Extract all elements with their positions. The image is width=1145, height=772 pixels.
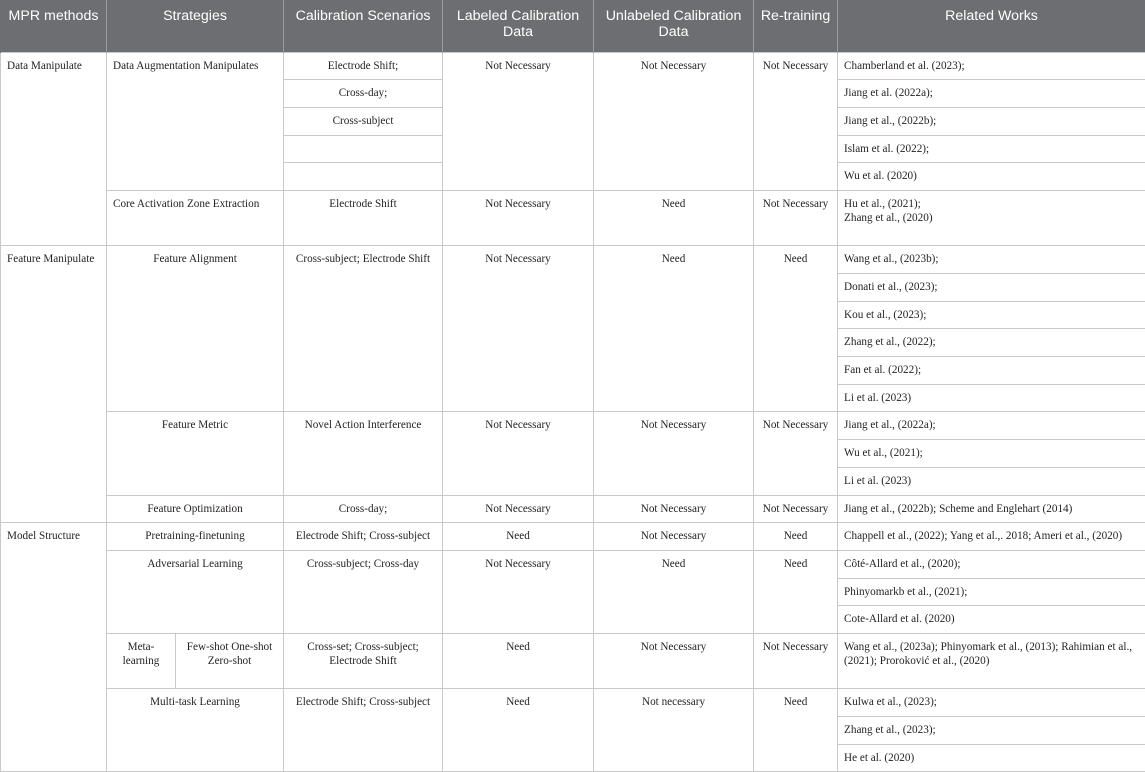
work-cell: Kou et al., (2023); xyxy=(838,301,1145,329)
scenario-cell: Electrode Shift; Cross-subject xyxy=(284,523,443,551)
retraining-cell: Not Necessary xyxy=(754,190,838,245)
unlabeled-cell: Not Necessary xyxy=(594,523,754,551)
labeled-cell: Not Necessary xyxy=(443,190,594,245)
labeled-cell: Not Necessary xyxy=(443,550,594,633)
table-row xyxy=(1,689,1145,717)
work-cell: Fan et al. (2022); xyxy=(838,357,1145,385)
work-cell: Chappell et al., (2022); Yang et al.,. 2018; Ameri et al., (2020) xyxy=(838,523,1145,551)
header-labeled-data: Labeled Calibration Data xyxy=(443,0,594,52)
work-line: Hu et al., (2021); xyxy=(844,197,1139,212)
scenario-cell: Cross-subject xyxy=(284,107,443,135)
header-retraining: Re-training xyxy=(754,0,838,52)
labeled-cell: Not Necessary xyxy=(443,495,594,523)
unlabeled-cell: Not Necessary xyxy=(594,495,754,523)
unlabeled-cell: Not necessary xyxy=(594,689,754,772)
table-row xyxy=(1,190,1145,218)
unlabeled-cell: Need xyxy=(594,246,754,412)
unlabeled-cell: Not Necessary xyxy=(594,633,754,688)
strategy-cell: Adversarial Learning xyxy=(107,550,284,633)
unlabeled-cell: Need xyxy=(594,550,754,633)
strategy-cell: Data Augmentation Manipulates xyxy=(107,52,284,190)
work-cell: Donati et al., (2023); xyxy=(838,274,1145,302)
work-cell: Wang et al., (2023b); xyxy=(838,246,1145,274)
work-cell: He et al. (2020) xyxy=(838,744,1145,772)
scenario-cell: Electrode Shift xyxy=(284,190,443,245)
sub-strategy-cell: Few-shot One-shot Zero-shot xyxy=(176,633,284,688)
header-calibration-scenarios: Calibration Scenarios xyxy=(284,0,443,52)
table-row xyxy=(1,633,1145,661)
work-cell: Jiang et al., (2022a); xyxy=(838,412,1145,440)
labeled-cell: Not Necessary xyxy=(443,52,594,190)
scenario-cell: Cross-set; Cross-subject; Electrode Shift xyxy=(284,633,443,688)
unlabeled-cell: Not Necessary xyxy=(594,412,754,495)
work-cell: Jiang et al., (2022b); Scheme and Englehart (2014) xyxy=(838,495,1145,523)
work-cell: Zhang et al., (2022); xyxy=(838,329,1145,357)
work-cell xyxy=(838,190,1145,245)
work-cell: Wu et al., (2021); xyxy=(838,440,1145,468)
labeled-cell: Not Necessary xyxy=(443,412,594,495)
method-cell: Data Manipulate xyxy=(1,52,107,246)
work-cell: Kulwa et al., (2023); xyxy=(838,689,1145,717)
retraining-cell: Not Necessary xyxy=(754,412,838,495)
strategy-cell: Multi-task Learning xyxy=(107,689,284,772)
work-cell: Wu et al. (2020) xyxy=(838,163,1145,191)
method-cell: Model Structure xyxy=(1,523,107,772)
strategy-cell: Feature Metric xyxy=(107,412,284,495)
method-cell: Feature Manipulate xyxy=(1,246,107,523)
work-cell: Jiang et al., (2022b); xyxy=(838,107,1145,135)
header-strategies: Strategies xyxy=(107,0,284,52)
header-related-works: Related Works xyxy=(838,0,1145,52)
scenario-cell: Cross-subject; Cross-day xyxy=(284,550,443,633)
table-row xyxy=(1,495,1145,523)
work-cell: Li et al. (2023) xyxy=(838,467,1145,495)
work-cell: Jiang et al. (2022a); xyxy=(838,80,1145,108)
retraining-cell: Need xyxy=(754,550,838,633)
header-unlabeled-data: Unlabeled Calibration Data xyxy=(594,0,754,52)
retraining-cell: Not Necessary xyxy=(754,52,838,190)
table-row xyxy=(1,246,1145,274)
table-row xyxy=(1,412,1145,440)
work-cell: Li et al. (2023) xyxy=(838,384,1145,412)
work-line: Zhang et al., (2020) xyxy=(844,211,1139,226)
retraining-cell: Need xyxy=(754,246,838,412)
labeled-cell: Not Necessary xyxy=(443,246,594,412)
labeled-cell: Need xyxy=(443,689,594,772)
work-cell: Phinyomarkb et al., (2021); xyxy=(838,578,1145,606)
retraining-cell: Need xyxy=(754,523,838,551)
unlabeled-cell: Need xyxy=(594,190,754,245)
work-cell: Côté-Allard et al., (2020); xyxy=(838,550,1145,578)
header-row xyxy=(1,0,1145,52)
strategy-cell: Pretraining-finetuning xyxy=(107,523,284,551)
work-cell: Cote-Allard et al. (2020) xyxy=(838,606,1145,634)
scenario-cell: Electrode Shift; Cross-subject xyxy=(284,689,443,772)
retraining-cell: Not Necessary xyxy=(754,495,838,523)
scenario-cell: Cross-day; xyxy=(284,80,443,108)
scenario-cell: Cross-subject; Electrode Shift xyxy=(284,246,443,412)
unlabeled-cell: Not Necessary xyxy=(594,52,754,190)
scenario-cell-empty xyxy=(284,163,443,191)
table-row xyxy=(1,52,1145,80)
header-mpr-methods: MPR methods xyxy=(1,0,107,52)
scenario-cell: Electrode Shift; xyxy=(284,52,443,80)
work-cell: Chamberland et al. (2023); xyxy=(838,52,1145,80)
scenario-cell: Novel Action Interference xyxy=(284,412,443,495)
table-row xyxy=(1,550,1145,578)
scenario-cell-empty xyxy=(284,135,443,163)
retraining-cell: Need xyxy=(754,689,838,772)
strategy-cell: Core Activation Zone Extraction xyxy=(107,190,284,245)
strategy-cell: Feature Optimization xyxy=(107,495,284,523)
scenario-cell: Cross-day; xyxy=(284,495,443,523)
strategy-cell: Meta-learning xyxy=(107,633,176,688)
strategy-cell: Feature Alignment xyxy=(107,246,284,412)
labeled-cell: Need xyxy=(443,633,594,688)
work-cell: Islam et al. (2022); xyxy=(838,135,1145,163)
retraining-cell: Not Necessary xyxy=(754,633,838,688)
work-cell: Zhang et al., (2023); xyxy=(838,717,1145,745)
table-row xyxy=(1,523,1145,551)
work-cell: Wang et al., (2023a); Phinyomark et al., (2013); Rahimian et al., (2021); Proroković et al., (2020) xyxy=(838,633,1145,688)
labeled-cell: Need xyxy=(443,523,594,551)
